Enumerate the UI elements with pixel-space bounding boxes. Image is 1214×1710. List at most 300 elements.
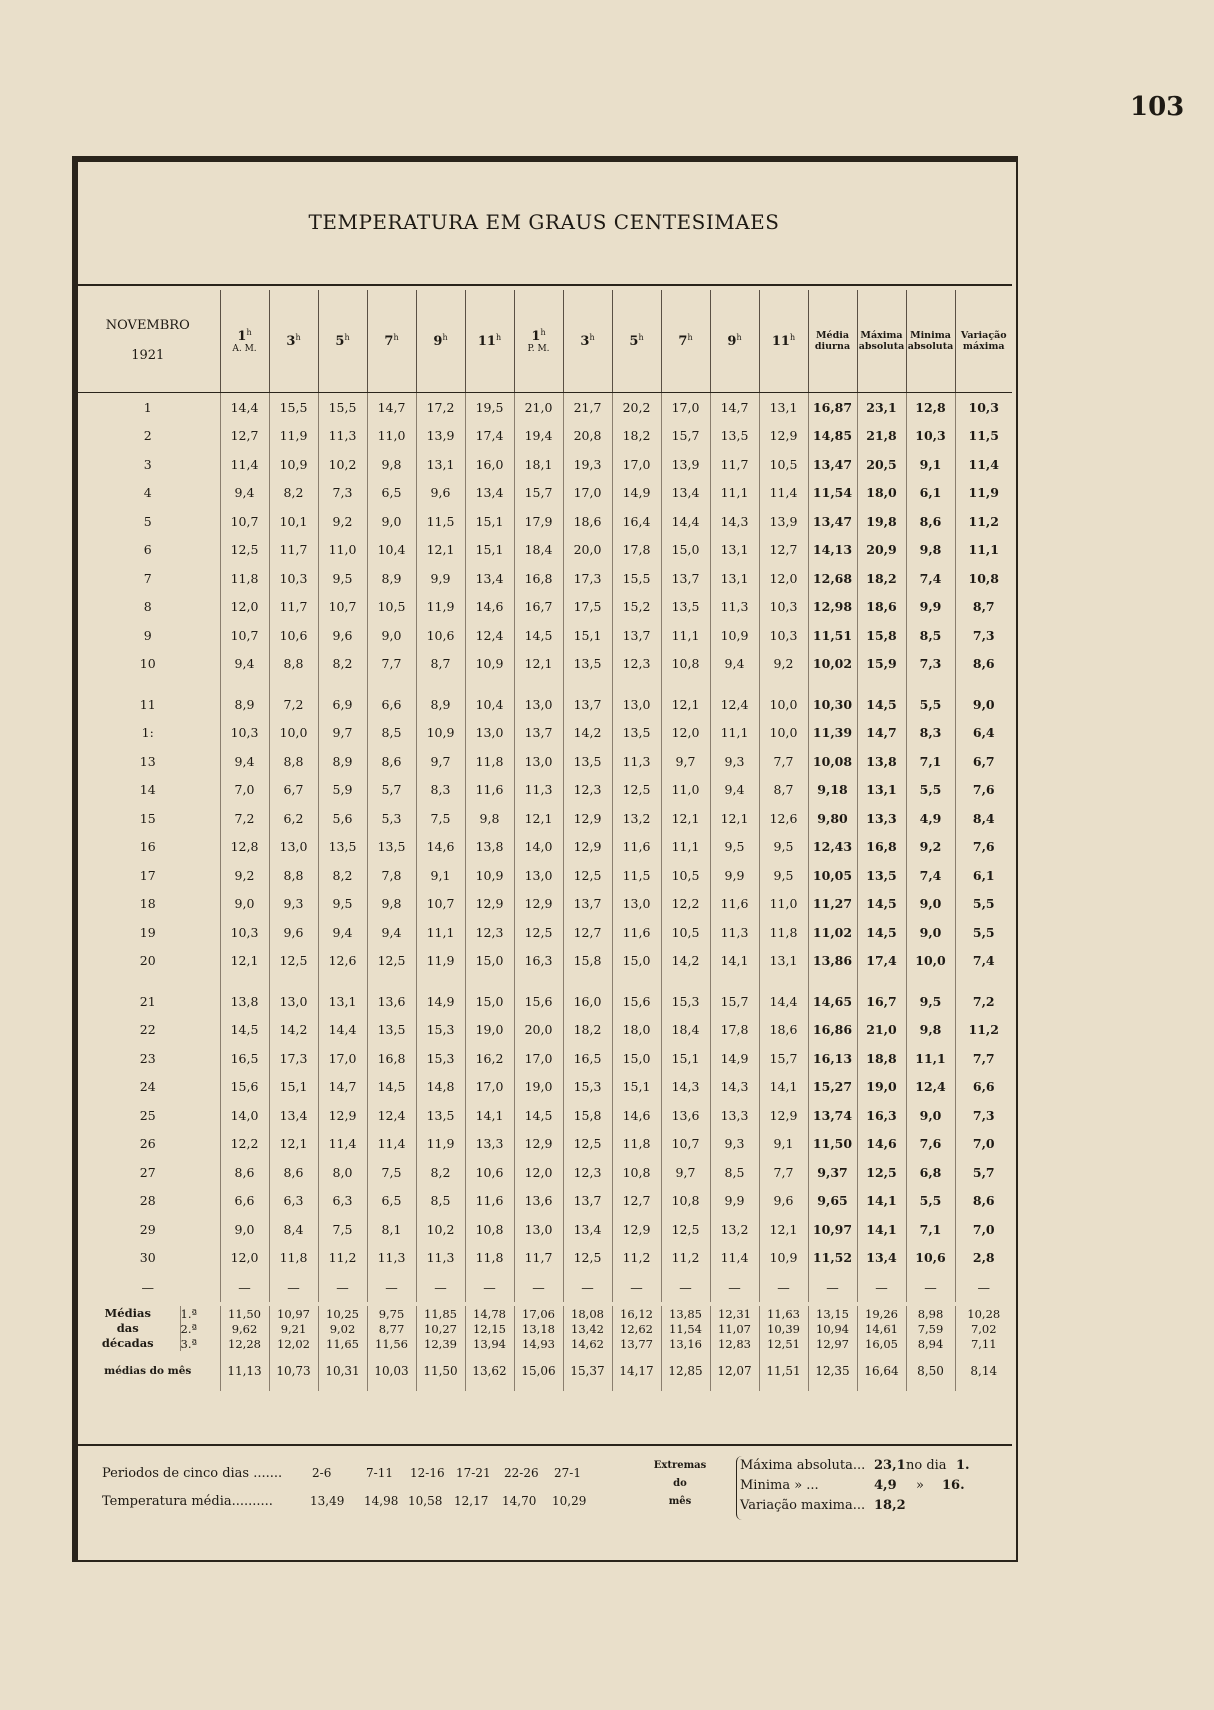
temperature-cell: 7,3 — [318, 479, 367, 508]
temperature-cell: 10,6 — [269, 621, 318, 650]
dash-cell: — — [76, 1272, 220, 1302]
day-number: 18 — [76, 890, 220, 919]
temperature-cell: 14,5 — [857, 918, 906, 947]
temperature-cell: 6,8 — [906, 1158, 955, 1187]
temperature-cell: 8,8 — [269, 861, 318, 890]
day-number: 20 — [76, 947, 220, 976]
temperature-cell: 13,47 — [808, 450, 857, 479]
temperature-cell: 16,2 — [465, 1044, 514, 1073]
temperature-cell: 12,1 — [416, 536, 465, 565]
temperature-cell: 14,5 — [367, 1073, 416, 1102]
temperature-cell: 11,7 — [710, 450, 759, 479]
day-number: 21 — [76, 987, 220, 1016]
temperature-cell: 10,8 — [968, 570, 999, 586]
decade-ordinal: 3.ª — [180, 1336, 220, 1351]
decade-mean-cell: 12,02 — [269, 1336, 318, 1351]
temperature-cell: 15,2 — [612, 593, 661, 622]
temperature-cell: 14,3 — [710, 1073, 759, 1102]
temperature-cell: 13,3 — [710, 1101, 759, 1130]
table-row — [76, 621, 1012, 650]
temperature-cell: 11,3 — [514, 776, 563, 805]
temperature-cell: 7,6 — [972, 839, 995, 855]
temperature-cell: 9,1 — [416, 861, 465, 890]
temperature-cell: 12,9 — [759, 1101, 808, 1130]
temperature-cell: 12,98 — [808, 593, 857, 622]
temperature-cell: 10,5 — [661, 918, 710, 947]
dash-cell: — — [710, 1272, 759, 1302]
temperature-cell: 12,1 — [514, 650, 563, 679]
decade-mean-cell: 12,15 — [465, 1321, 514, 1336]
temperature-cell: 10,9 — [710, 621, 759, 650]
temperature-cell: 12,68 — [808, 564, 857, 593]
temperature-cell: 7,2 — [269, 690, 318, 719]
temperature-cell: 15,6 — [612, 987, 661, 1016]
temperature-cell: 7,0 — [972, 1221, 995, 1237]
temperature-cell: 13,5 — [318, 833, 367, 862]
temperature-cell: 11,1 — [710, 719, 759, 748]
temperature-cell: 15,7 — [759, 1044, 808, 1073]
temperature-cell: 11,9 — [416, 593, 465, 622]
decade-mean-cell: 12,39 — [416, 1336, 465, 1351]
temperature-cell: 9,0 — [220, 890, 269, 919]
decade-mean-cell: 10,27 — [416, 1321, 465, 1336]
table-row — [76, 1101, 1012, 1130]
temperature-cell: 12,9 — [318, 1101, 367, 1130]
temperature-cell: 17,9 — [514, 507, 563, 536]
temperature-cell: 12,3 — [563, 1158, 612, 1187]
temperature-cell: 10,02 — [808, 650, 857, 679]
monthly-means-row — [76, 1351, 1012, 1391]
temperature-cell: 11,4 — [710, 1244, 759, 1273]
period-range: 2-6 — [312, 1466, 332, 1480]
temperature-cell: 12,2 — [661, 890, 710, 919]
temperature-cell: 19,5 — [465, 393, 514, 422]
temperature-cell: 10,9 — [759, 1244, 808, 1273]
temperature-cell: 12,4 — [710, 690, 759, 719]
temperature-cell: 8,6 — [269, 1158, 318, 1187]
day-number: 24 — [76, 1073, 220, 1102]
temperature-cell: 14,3 — [710, 507, 759, 536]
temperature-cell: 11,51 — [808, 621, 857, 650]
temperature-cell: 16,8 — [857, 833, 906, 862]
table-row — [76, 650, 1012, 679]
extreme-min-suffix: » — [916, 1478, 924, 1493]
temperature-cell: 10,8 — [612, 1158, 661, 1187]
temperature-cell: 18,2 — [563, 1016, 612, 1045]
extreme-var-value: 18,2 — [874, 1498, 906, 1513]
temperature-cell: 12,0 — [220, 1244, 269, 1273]
temperature-cell: 11,0 — [318, 536, 367, 565]
temperature-cell: 10,9 — [465, 861, 514, 890]
temperature-cell: 13,7 — [563, 690, 612, 719]
day-number: 23 — [76, 1044, 220, 1073]
temperature-cell: 5,5 — [906, 776, 955, 805]
temperature-cell: 12,5 — [220, 536, 269, 565]
temperature-cell: 15,0 — [465, 987, 514, 1016]
temperature-cell: 10,7 — [318, 593, 367, 622]
temperature-cell: 12,5 — [514, 918, 563, 947]
temperature-cell: 13,4 — [269, 1101, 318, 1130]
temperature-cell: 7,3 — [972, 627, 995, 643]
temperature-cell: 14,1 — [465, 1101, 514, 1130]
table-row — [76, 479, 1012, 508]
temperature-cell: 13,4 — [563, 1215, 612, 1244]
temperature-cell: 6,7 — [972, 753, 995, 769]
temperature-cell: 11,52 — [808, 1244, 857, 1273]
temperature-cell: 5,5 — [906, 1187, 955, 1216]
temperature-cell: 10,9 — [416, 719, 465, 748]
temperature-cell: 12,1 — [661, 804, 710, 833]
temperature-cell: 10,08 — [808, 747, 857, 776]
temperature-cell: 9,5 — [318, 564, 367, 593]
temperature-cell: 18,6 — [759, 1016, 808, 1045]
temperature-cell: 15,6 — [514, 987, 563, 1016]
temperature-cell: 11,3 — [416, 1244, 465, 1273]
temperature-cell: 13,8 — [220, 987, 269, 1016]
temperature-cell: 10,7 — [220, 507, 269, 536]
period-range: 27-1 — [554, 1466, 581, 1480]
day-number: 6 — [76, 536, 220, 565]
decade-mean-cell: 16,12 — [612, 1306, 661, 1321]
decade-mean-cell: 14,62 — [563, 1336, 612, 1351]
temperature-cell: 14,7 — [710, 393, 759, 422]
temperature-cell: 11,1 — [661, 621, 710, 650]
temperature-cell: 13,8 — [857, 747, 906, 776]
temperature-cell: 11,4 — [367, 1130, 416, 1159]
day-number: 11 — [76, 690, 220, 719]
temperature-cell: 15,1 — [465, 507, 514, 536]
temperature-cell: 7,4 — [906, 564, 955, 593]
day-number: 22 — [76, 1016, 220, 1045]
temperature-cell: 14,1 — [759, 1073, 808, 1102]
mean-temp-label: Temperatura média.......... — [102, 1494, 273, 1509]
temperature-cell: 6,5 — [367, 1187, 416, 1216]
temperature-cell: 7,7 — [759, 747, 808, 776]
temperature-cell: 12,8 — [906, 393, 955, 422]
decade-mean-cell: 13,42 — [563, 1321, 612, 1336]
temperature-cell: 11,7 — [269, 536, 318, 565]
temperature-cell: 8,5 — [416, 1187, 465, 1216]
temperature-cell: 12,2 — [220, 1130, 269, 1159]
temperature-cell: 18,8 — [857, 1044, 906, 1073]
extreme-max-day: 1. — [956, 1458, 970, 1473]
temperature-cell: 8,9 — [220, 690, 269, 719]
temperature-cell: 10,5 — [661, 861, 710, 890]
temperature-cell: 15,3 — [563, 1073, 612, 1102]
temperature-cell: 23,1 — [857, 393, 906, 422]
day-number: 15 — [76, 804, 220, 833]
temperature-cell: 11,2 — [968, 513, 999, 529]
table-row — [76, 393, 1012, 422]
temperature-cell: 14,13 — [808, 536, 857, 565]
decade-mean-cell: 7,02 — [970, 1321, 997, 1336]
temperature-cell: 9,80 — [808, 804, 857, 833]
monthly-mean-cell: 14,17 — [612, 1351, 661, 1391]
temperature-cell: 10,0 — [759, 690, 808, 719]
temperature-cell: 21,0 — [514, 393, 563, 422]
extreme-var-label: Variação maxima... — [740, 1498, 866, 1513]
temperature-cell: 17,0 — [563, 479, 612, 508]
temperature-cell: 10,8 — [661, 650, 710, 679]
temperature-cell: 12,5 — [563, 861, 612, 890]
monthly-mean-cell: 11,50 — [416, 1351, 465, 1391]
column-header: 11$^h$ — [465, 290, 514, 393]
decade-mean-cell: 11,54 — [661, 1321, 710, 1336]
decade-mean-cell: 12,62 — [612, 1321, 661, 1336]
column-header: 1$^h$ A. M. — [220, 290, 269, 393]
temperature-cell: 9,9 — [906, 593, 955, 622]
temperature-cell: 13,0 — [514, 690, 563, 719]
temperature-cell: 11,4 — [759, 479, 808, 508]
temperature-cell: 13,5 — [367, 1016, 416, 1045]
extremes-label-3: mês — [668, 1496, 692, 1507]
temperature-cell: 16,0 — [465, 450, 514, 479]
temperature-cell: 14,1 — [710, 947, 759, 976]
temperature-cell: 2,8 — [972, 1250, 995, 1266]
temperature-cell: 12,1 — [269, 1130, 318, 1159]
temperature-cell: 10,7 — [416, 890, 465, 919]
period-mean: 12,17 — [454, 1494, 489, 1508]
temperature-cell: 16,3 — [857, 1101, 906, 1130]
temperature-cell: 18,6 — [563, 507, 612, 536]
temperature-cell: 6,3 — [318, 1187, 367, 1216]
temperature-cell: 12,0 — [661, 719, 710, 748]
day-rows — [76, 393, 1012, 1303]
temperature-cell: 11,6 — [710, 890, 759, 919]
temperature-cell: 12,6 — [318, 947, 367, 976]
dash-row — [76, 1272, 1012, 1302]
temperature-cell: 14,2 — [269, 1016, 318, 1045]
temperature-cell: 10,3 — [968, 399, 999, 415]
temperature-cell: 14,5 — [857, 890, 906, 919]
temperature-cell: 9,7 — [416, 747, 465, 776]
day-number: 3 — [76, 450, 220, 479]
temperature-cell: 14,65 — [808, 987, 857, 1016]
temperature-cell: 15,0 — [612, 1044, 661, 1073]
temperature-cell: 14,2 — [661, 947, 710, 976]
temperature-cell: 10,3 — [269, 564, 318, 593]
temperature-cell: 11,1 — [416, 918, 465, 947]
temperature-cell: 6,6 — [972, 1079, 995, 1095]
temperature-cell: 9,65 — [808, 1187, 857, 1216]
temperature-cell: 12,5 — [367, 947, 416, 976]
temperature-cell: 13,1 — [416, 450, 465, 479]
decade-row — [76, 1321, 1012, 1336]
temperature-cell: 13,0 — [514, 1215, 563, 1244]
temperature-cell: 9,3 — [269, 890, 318, 919]
temperature-cell: 11,2 — [612, 1244, 661, 1273]
day-number: 1: — [76, 719, 220, 748]
decade-row — [76, 1306, 1012, 1321]
temperature-cell: 11,2 — [968, 1022, 999, 1038]
temperature-cell: 8,5 — [710, 1158, 759, 1187]
extreme-min-value: 4,9 — [874, 1478, 897, 1493]
temperature-cell: 9,9 — [710, 861, 759, 890]
temperature-cell: 19,8 — [857, 507, 906, 536]
monthly-mean-cell: 8,14 — [970, 1364, 998, 1378]
temperature-cell: 10,97 — [808, 1215, 857, 1244]
temperature-cell: 9,2 — [318, 507, 367, 536]
temperature-cell: 9,1 — [759, 1130, 808, 1159]
temperature-cell: 9,7 — [318, 719, 367, 748]
temperature-cell: 13,7 — [514, 719, 563, 748]
temperature-cell: 17,3 — [563, 564, 612, 593]
temperature-cell: 13,1 — [318, 987, 367, 1016]
temperature-cell: 20,8 — [563, 422, 612, 451]
temperature-cell: 9,9 — [710, 1187, 759, 1216]
temperature-cell: 12,6 — [759, 804, 808, 833]
decade-mean-cell: 9,21 — [269, 1321, 318, 1336]
temperature-cell: 13,1 — [759, 393, 808, 422]
dash-cell: — — [367, 1272, 416, 1302]
temperature-cell: 13,6 — [514, 1187, 563, 1216]
dash-cell: — — [269, 1272, 318, 1302]
temperature-cell: 9,8 — [367, 450, 416, 479]
temperature-cell: 15,8 — [563, 1101, 612, 1130]
temperature-cell: 19,0 — [465, 1016, 514, 1045]
temperature-cell: 7,5 — [367, 1158, 416, 1187]
temperature-cell: 10,2 — [318, 450, 367, 479]
dash-cell: — — [318, 1272, 367, 1302]
extreme-max-suffix: no dia — [906, 1458, 947, 1473]
temperature-cell: 12,1 — [220, 947, 269, 976]
temperature-cell: 8,2 — [416, 1158, 465, 1187]
temperature-cell: 12,5 — [563, 1244, 612, 1273]
temperature-cell: 15,8 — [857, 621, 906, 650]
temperature-cell: 5,3 — [367, 804, 416, 833]
decade-mean-cell: 12,28 — [220, 1336, 269, 1351]
page-number: 103 — [1130, 92, 1185, 122]
temperature-cell: 13,1 — [857, 776, 906, 805]
decade-gap — [76, 975, 1012, 987]
temperature-cell: 10,4 — [465, 690, 514, 719]
temperature-cell: 13,47 — [808, 507, 857, 536]
column-header: Minima absoluta — [906, 290, 955, 393]
temperature-cell: 15,8 — [563, 947, 612, 976]
period-range: 7-11 — [366, 1466, 393, 1480]
temperature-cell: 12,4 — [906, 1073, 955, 1102]
extremes-label-1: Extremas — [653, 1460, 707, 1471]
temperature-cell: 7,3 — [972, 1107, 995, 1123]
day-number: 4 — [76, 479, 220, 508]
decade-mean-cell: 12,97 — [808, 1336, 857, 1351]
temperature-cell: 13,0 — [269, 833, 318, 862]
temperature-cell: 11,4 — [220, 450, 269, 479]
decade-mean-cell: 12,83 — [710, 1336, 759, 1351]
temperature-cell: 7,5 — [318, 1215, 367, 1244]
temperature-cell: 13,5 — [710, 422, 759, 451]
monthly-label: médias do mês — [76, 1351, 220, 1391]
temperature-cell: 13,74 — [808, 1101, 857, 1130]
temperature-cell: 7,7 — [367, 650, 416, 679]
temperature-cell: 17,3 — [269, 1044, 318, 1073]
table-row — [76, 422, 1012, 451]
decade-mean-cell: 16,05 — [857, 1336, 906, 1351]
day-number: 27 — [76, 1158, 220, 1187]
temperature-cell: 20,5 — [857, 450, 906, 479]
dash-cell: — — [220, 1272, 269, 1302]
temperature-cell: 18,4 — [661, 1016, 710, 1045]
temperature-cell: 13,3 — [465, 1130, 514, 1159]
temperature-cell: 13,1 — [759, 947, 808, 976]
temperature-cell: 11,8 — [612, 1130, 661, 1159]
temperature-cell: 12,0 — [220, 593, 269, 622]
temperature-cell: 9,0 — [220, 1215, 269, 1244]
temperature-cell: 18,0 — [612, 1016, 661, 1045]
decade-mean-cell: 8,98 — [906, 1306, 955, 1321]
temperature-cell: 9,5 — [759, 833, 808, 862]
temperature-cell: 9,3 — [710, 747, 759, 776]
year-label: 1921 — [131, 348, 165, 363]
temperature-cell: 11,3 — [612, 747, 661, 776]
monthly-mean-cell: 15,06 — [514, 1351, 563, 1391]
table-row — [76, 1215, 1012, 1244]
temperature-cell: 18,6 — [857, 593, 906, 622]
decade-mean-cell: 11,07 — [710, 1321, 759, 1336]
temperature-cell: 14,85 — [808, 422, 857, 451]
temperature-cell: 15,5 — [318, 393, 367, 422]
temperature-cell: 14,0 — [514, 833, 563, 862]
day-number: 10 — [76, 650, 220, 679]
temperature-cell: 6,2 — [269, 804, 318, 833]
temperature-cell: 8,2 — [318, 650, 367, 679]
temperature-cell: 13,4 — [661, 479, 710, 508]
temperature-cell: 8,9 — [318, 747, 367, 776]
temperature-cell: 10,3 — [220, 918, 269, 947]
extreme-max-label: Máxima absoluta... — [740, 1458, 866, 1473]
temperature-cell: 15,0 — [465, 947, 514, 976]
temperature-cell: 8,4 — [972, 810, 995, 826]
decade-mean-cell: 13,18 — [514, 1321, 563, 1336]
day-number: 13 — [76, 747, 220, 776]
temperature-cell: 9,6 — [318, 621, 367, 650]
day-number: 30 — [76, 1244, 220, 1273]
temperature-cell: 8,9 — [416, 690, 465, 719]
table-row — [76, 1187, 1012, 1216]
temperature-cell: 19,3 — [563, 450, 612, 479]
temperature-cell: 6,5 — [367, 479, 416, 508]
decade-mean-cell: 9,75 — [367, 1306, 416, 1321]
temperature-cell: 8,7 — [972, 599, 995, 615]
temperature-cell: 7,4 — [972, 953, 995, 969]
temperature-cell: 10,0 — [759, 719, 808, 748]
day-number: 9 — [76, 621, 220, 650]
temperature-cell: 10,7 — [661, 1130, 710, 1159]
temperature-cell: 11,50 — [808, 1130, 857, 1159]
temperature-cell: 11,8 — [759, 918, 808, 947]
temperature-cell: 10,0 — [906, 947, 955, 976]
temperature-cell: 11,27 — [808, 890, 857, 919]
temperature-cell: 8,1 — [367, 1215, 416, 1244]
dash-cell: — — [563, 1272, 612, 1302]
temperature-cell: 15,0 — [661, 536, 710, 565]
monthly-mean-cell: 10,03 — [367, 1351, 416, 1391]
temperature-cell: 12,9 — [514, 1130, 563, 1159]
decade-mean-cell: 8,77 — [367, 1321, 416, 1336]
temperature-cell: 8,2 — [269, 479, 318, 508]
temperature-cell: 6,6 — [367, 690, 416, 719]
temperature-cell: 13,9 — [759, 507, 808, 536]
temperature-cell: 12,43 — [808, 833, 857, 862]
monthly-mean-cell: 10,31 — [318, 1351, 367, 1391]
temperature-cell: 14,5 — [220, 1016, 269, 1045]
temperature-cell: 11,3 — [710, 593, 759, 622]
dash-cell: — — [808, 1272, 857, 1302]
temperature-cell: 14,4 — [220, 393, 269, 422]
temperature-cell: 17,2 — [416, 393, 465, 422]
temperature-cell: 9,8 — [906, 1016, 955, 1045]
monthly-mean-cell: 11,51 — [759, 1351, 808, 1391]
